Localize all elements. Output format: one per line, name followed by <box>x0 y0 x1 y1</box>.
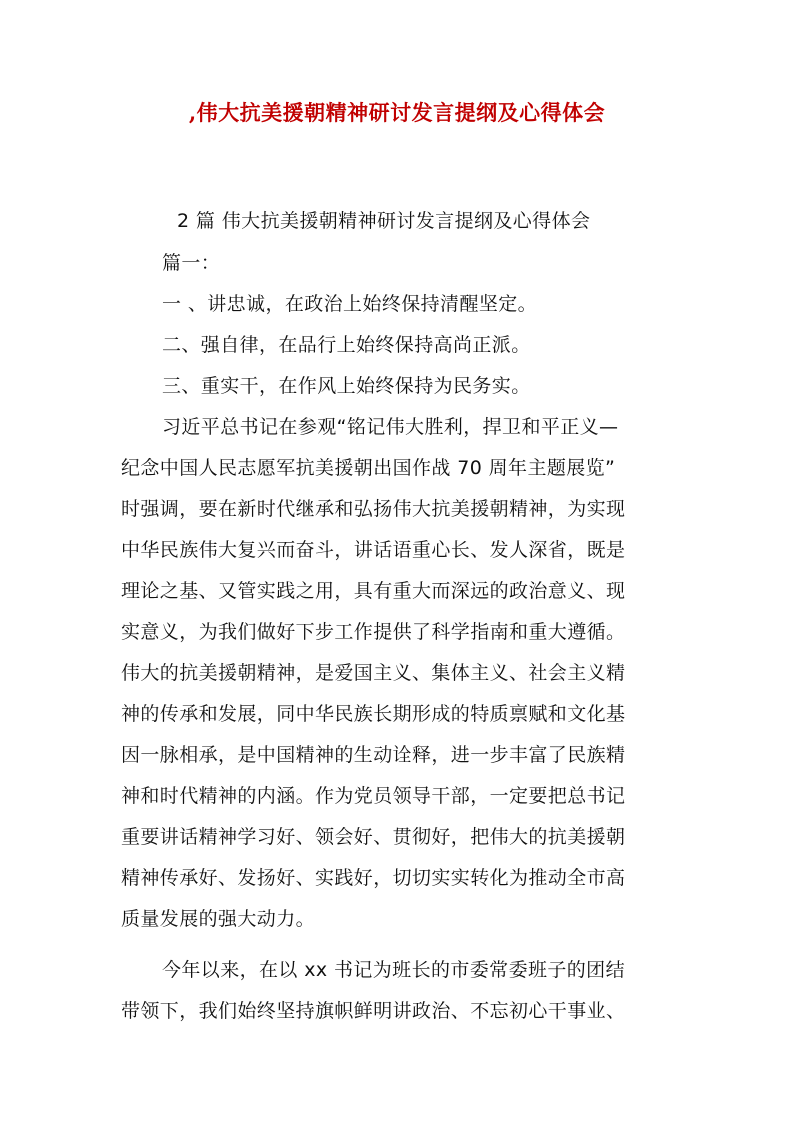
section-label: 篇一： <box>162 252 221 274</box>
paragraph-line: 因一脉相承，是中国精神的生动诠释，进一步丰富了民族精 <box>121 744 626 766</box>
paragraph-line: 中华民族伟大复兴而奋斗，讲话语重心长、发人深省，既是 <box>121 539 626 561</box>
outline-item: 三、重实干，在作风上始终保持为民务实。 <box>162 375 531 397</box>
outline-item: 一 、讲忠诚，在政治上始终保持清醒坚定。 <box>162 293 538 315</box>
paragraph-line: 精神传承好、发扬好、实践好，切切实实转化为推动全市高 <box>121 867 626 889</box>
paragraph-line: 质量发展的强大动力。 <box>121 908 316 930</box>
paragraph-line: 伟大的抗美援朝精神，是爱国主义、集体主义、社会主义精 <box>121 662 626 684</box>
outline-item: 二、强自律，在品行上始终保持高尚正派。 <box>162 334 531 356</box>
document-subtitle: 2 篇 伟大抗美援朝精神研讨发言提纲及心得体会 <box>177 210 591 232</box>
paragraph-line: 重要讲话精神学习好、领会好、贯彻好，把伟大的抗美援朝 <box>121 826 626 848</box>
paragraph-line: 带领下，我们始终坚持旗帜鲜明讲政治、不忘初心干事业、 <box>121 1000 626 1022</box>
paragraph-line: 实意义，为我们做好下步工作提供了科学指南和重大遵循。 <box>121 621 626 643</box>
paragraph-line: 习近平总书记在参观“铭记伟大胜利，捍卫和平正义— <box>162 416 619 438</box>
document-title: ,伟大抗美援朝精神研讨发言提纲及心得体会 <box>188 100 606 125</box>
paragraph-line: 时强调，要在新时代继承和弘扬伟大抗美援朝精神，为实现 <box>121 498 626 520</box>
paragraph-line: 今年以来，在以 xx 书记为班长的市委常委班子的团结 <box>162 959 625 981</box>
paragraph-line: 纪念中国人民志愿军抗美援朝出国作战 70 周年主题展览” <box>121 457 616 479</box>
paragraph-line: 神和时代精神的内涵。作为党员领导干部，一定要把总书记 <box>121 785 626 807</box>
paragraph-line: 神的传承和发展，同中华民族长期形成的特质禀赋和文化基 <box>121 703 626 725</box>
paragraph-line: 理论之基、又管实践之用，具有重大而深远的政治意义、现 <box>121 580 626 602</box>
